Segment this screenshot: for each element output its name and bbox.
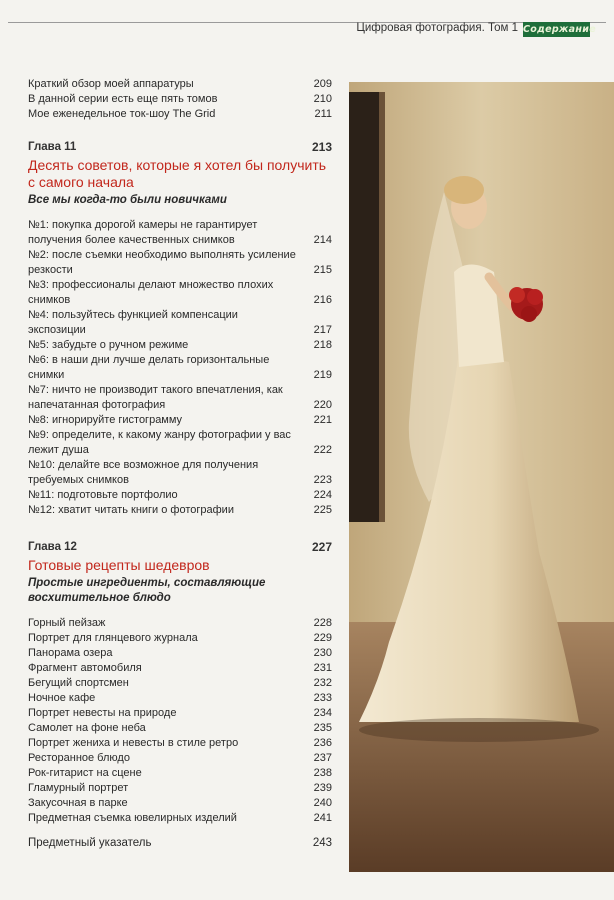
toc-entry-page: 215 bbox=[313, 264, 332, 276]
toc-entry-title: Самолет на фоне неба bbox=[28, 722, 146, 734]
toc-entry-title: №1: покупка дорогой камеры не гарантирует получения более качественных снимков bbox=[28, 219, 258, 246]
toc-entry bbox=[28, 218, 332, 248]
toc-entry bbox=[28, 488, 332, 503]
toc-entry bbox=[28, 458, 332, 488]
toc-entry bbox=[28, 661, 332, 676]
toc-entry-page: 237 bbox=[313, 752, 332, 764]
toc-entry bbox=[28, 107, 332, 122]
toc-entry-page: 219 bbox=[313, 369, 332, 381]
toc-entry-page: 232 bbox=[313, 677, 332, 689]
toc-entry-title: Закусочная в парке bbox=[28, 797, 128, 809]
toc-entry bbox=[28, 503, 332, 518]
toc-entry-page: 225 bbox=[313, 504, 332, 516]
toc-entry bbox=[28, 751, 332, 766]
index-entry-page: 243 bbox=[312, 837, 332, 849]
toc-entry-title: №10: делайте все возможное для получения требуемых снимков bbox=[28, 459, 259, 486]
toc-entry bbox=[28, 676, 332, 691]
intro-list bbox=[28, 77, 332, 122]
toc-entry-page: 234 bbox=[313, 707, 332, 719]
toc-entry-title: Краткий обзор моей аппаратуры bbox=[28, 78, 194, 90]
toc-entry-page: 235 bbox=[313, 722, 332, 734]
toc-entry-title: Фрагмент автомобиля bbox=[28, 662, 142, 674]
toc-entry bbox=[28, 631, 332, 646]
toc-entry-page: 224 bbox=[313, 489, 332, 501]
chapter-12-list bbox=[28, 616, 332, 826]
toc-entry-title: Портрет невесты на природе bbox=[28, 707, 177, 719]
toc-entry-page: 240 bbox=[313, 797, 332, 809]
toc-entry-title: В данной серии есть еще пять томов bbox=[28, 93, 218, 105]
toc-entry-page: 220 bbox=[313, 399, 332, 411]
running-header bbox=[0, 14, 614, 54]
table-of-contents bbox=[28, 77, 332, 851]
toc-entry-title: Бегущий спортсмен bbox=[28, 677, 129, 689]
chapter-11-label: Глава 11 bbox=[28, 141, 77, 153]
toc-entry bbox=[28, 92, 332, 107]
toc-entry bbox=[28, 646, 332, 661]
toc-entry-page: 239 bbox=[313, 782, 332, 794]
bride-photo-illustration bbox=[349, 82, 614, 872]
toc-entry bbox=[28, 338, 332, 353]
toc-entry-page: 222 bbox=[313, 444, 332, 456]
toc-entry-title: №5: забудьте о ручном режиме bbox=[28, 339, 189, 351]
toc-entry bbox=[28, 616, 332, 631]
toc-entry bbox=[28, 383, 332, 413]
chapter-12-title: Готовые рецепты шедевров bbox=[28, 557, 210, 573]
chapter-12-page: 227 bbox=[311, 540, 332, 554]
toc-entry-page: 209 bbox=[313, 78, 332, 90]
chapter-12-label: Глава 12 bbox=[28, 541, 77, 553]
chapter-11-list bbox=[28, 218, 332, 518]
chapter-12-subtitle: Простые ингредиенты, составляющие восхитительное блюдо bbox=[28, 577, 266, 604]
toc-entry-title: Предметная съемка ювелирных изделий bbox=[28, 812, 237, 824]
toc-entry-title: №2: после съемки необходимо выполнять усиление резкости bbox=[28, 249, 296, 276]
toc-entry-page: 241 bbox=[313, 812, 332, 824]
toc-entry bbox=[28, 811, 332, 826]
toc-entry bbox=[28, 781, 332, 796]
chapter-11-heading bbox=[28, 140, 332, 155]
toc-entry-title: №6: в наши дни лучше делать горизонтальные снимки bbox=[28, 354, 270, 381]
toc-entry-title: Рок-гитарист на сцене bbox=[28, 767, 142, 779]
toc-entry-page: 216 bbox=[313, 294, 332, 306]
header-section-tab: Содержание bbox=[523, 24, 596, 35]
toc-entry-title: Горный пейзаж bbox=[28, 617, 106, 629]
toc-entry-title: Мое еженедельное ток-шоу The Grid bbox=[28, 108, 216, 120]
toc-entry bbox=[28, 691, 332, 706]
toc-entry bbox=[28, 308, 332, 338]
toc-entry-page: 233 bbox=[313, 692, 332, 704]
toc-entry-page: 221 bbox=[313, 414, 332, 426]
toc-entry-page: 217 bbox=[313, 324, 332, 336]
toc-entry-title: Гламурный портрет bbox=[28, 782, 129, 794]
toc-entry-page: 210 bbox=[313, 93, 332, 105]
toc-entry-page: 236 bbox=[313, 737, 332, 749]
chapter-12-heading bbox=[28, 540, 332, 555]
chapter-11-title: Десять советов, которые я хотел бы получить с самого начала bbox=[28, 157, 327, 190]
toc-entry-title: №3: профессионалы делают множество плохих снимков bbox=[28, 279, 274, 306]
toc-entry-title: Панорама озера bbox=[28, 647, 113, 659]
toc-entry-title: №9: определите, к какому жанру фотографии у вас лежит душа bbox=[28, 429, 291, 456]
toc-entry-page: 238 bbox=[313, 767, 332, 779]
toc-entry bbox=[28, 413, 332, 428]
toc-entry bbox=[28, 766, 332, 781]
bride-photo bbox=[349, 82, 614, 872]
toc-entry-page: 230 bbox=[313, 647, 332, 659]
toc-entry-title: Ресторанное блюдо bbox=[28, 752, 130, 764]
toc-entry-page: 231 bbox=[313, 662, 332, 674]
toc-entry-page: 211 bbox=[314, 108, 332, 120]
toc-entry-title: №11: подготовьте портфолио bbox=[28, 489, 178, 501]
toc-entry-page: 218 bbox=[313, 339, 332, 351]
header-book-title: Цифровая фотография. Том 1 bbox=[356, 22, 518, 34]
toc-entry bbox=[28, 721, 332, 736]
toc-entry-title: Портрет жениха и невесты в стиле ретро bbox=[28, 737, 239, 749]
toc-entry-title: №4: пользуйтесь функцией компенсации экспозиции bbox=[28, 309, 238, 336]
index-entry bbox=[28, 836, 332, 851]
toc-entry-title: №7: ничто не производит такого впечатления, как напечатанная фотография bbox=[28, 384, 283, 411]
toc-entry bbox=[28, 278, 332, 308]
toc-entry bbox=[28, 706, 332, 721]
toc-entry-title: №8: игнорируйте гистограмму bbox=[28, 414, 183, 426]
toc-entry-title: №12: хватит читать книги о фотографии bbox=[28, 504, 234, 516]
toc-entry bbox=[28, 353, 332, 383]
toc-entry bbox=[28, 736, 332, 751]
toc-entry bbox=[28, 77, 332, 92]
toc-entry bbox=[28, 248, 332, 278]
toc-entry bbox=[28, 428, 332, 458]
toc-entry-title: Портрет для глянцевого журнала bbox=[28, 632, 198, 644]
toc-entry-page: 229 bbox=[313, 632, 332, 644]
toc-entry bbox=[28, 796, 332, 811]
toc-entry-page: 223 bbox=[313, 474, 332, 486]
toc-entry-title: Ночное кафе bbox=[28, 692, 96, 704]
chapter-11-subtitle: Все мы когда-то были новичками bbox=[28, 194, 227, 206]
toc-entry-page: 228 bbox=[313, 617, 332, 629]
toc-entry-page: 214 bbox=[313, 234, 332, 246]
chapter-11-page: 213 bbox=[311, 140, 332, 154]
index-entry-title: Предметный указатель bbox=[28, 837, 152, 849]
